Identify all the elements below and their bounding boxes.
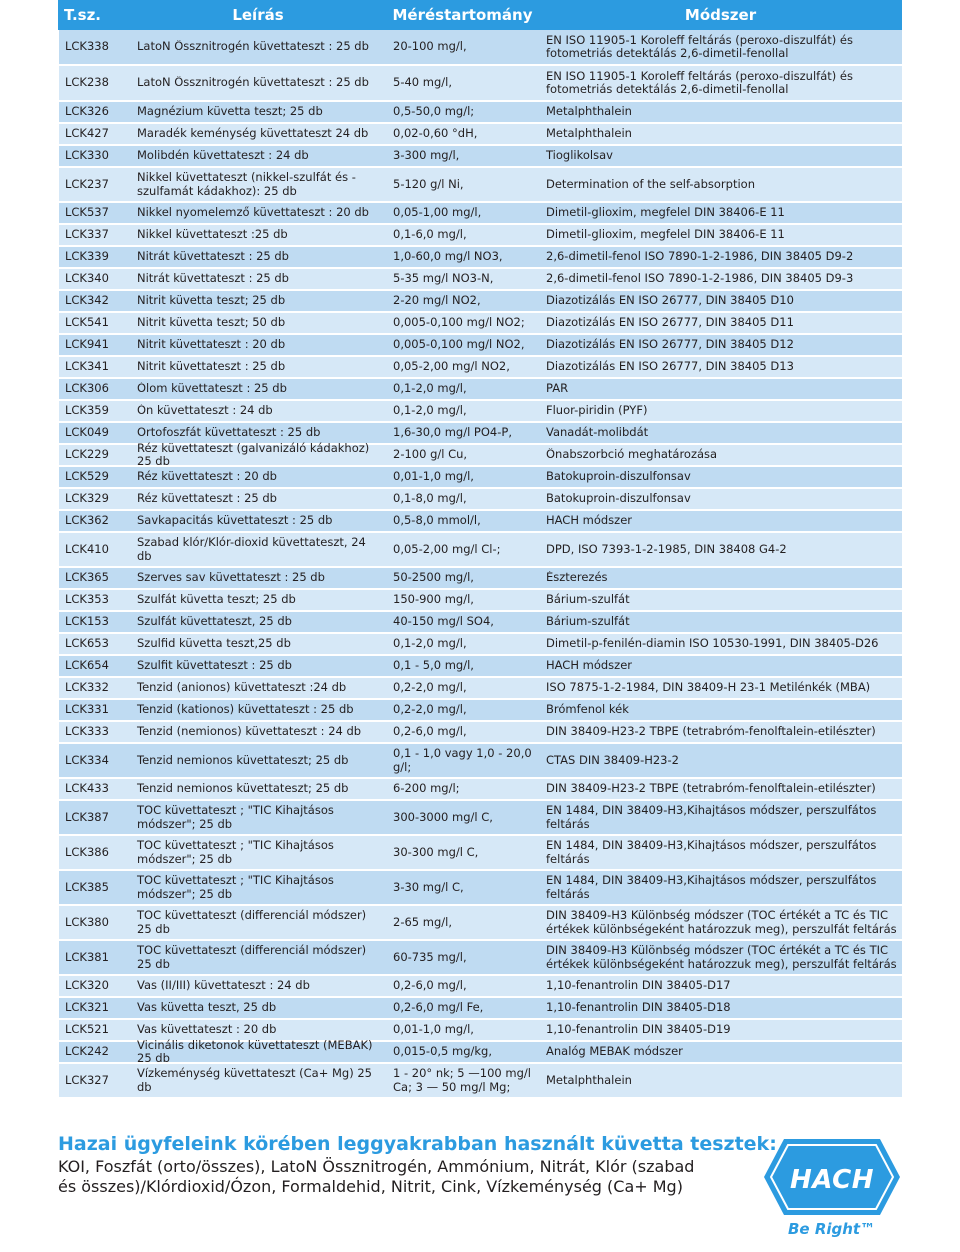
cell-method: DIN 38409-H3 Különbség módszer (TOC értékét a TC és TIC értékek különbségeként határozzuk meg), perszulfát feltárás [546,909,897,936]
cell-description: Tenzid (nemionos) küvettateszt : 24 db [137,725,362,739]
table-row [59,467,902,489]
cell-method: Dimetil-glioxim, megfelel DIN 38406-E 11 [546,206,785,220]
cell-code: LCK365 [65,571,109,585]
cell-method: Metalphthalein [546,105,632,119]
cell-code: LCK340 [65,272,109,286]
cell-code: LCK229 [65,448,109,462]
cell-method: DIN 38409-H3 Különbség módszer (TOC értékét a TC és TIC értékek különbségeként határozzuk meg), perszulfát feltárás [546,944,897,971]
cell-range: 50-2500 mg/l, [393,571,474,585]
cell-method: CTAS DIN 38409-H23-2 [546,753,679,767]
cell-range: 5-40 mg/l, [393,76,452,90]
cell-method: Önabszorbció meghatározása [546,448,718,462]
cell-range: 3-30 mg/l C, [393,880,464,894]
cell-method: Batokuproin-diszulfonsav [546,492,691,506]
cell-method: 1,10-fenantrolin DIN 38405-D17 [546,979,731,993]
cell-code: LCK329 [65,492,109,506]
cell-range: 0,1-6,0 mg/l, [393,228,467,242]
cell-description: Vas küvettateszt : 20 db [137,1023,277,1037]
table-row [59,744,902,779]
cell-description: Szulfát küvetta teszt; 25 db [137,593,296,607]
cell-description: Nikkel küvettateszt (nikkel-szulfát és -szulfamát kádakhoz): 25 db [137,171,356,198]
cell-description: Tenzid (anionos) küvettateszt :24 db [137,681,347,695]
cell-description: Nitrát küvettateszt : 25 db [137,250,289,264]
table-row [59,976,902,998]
cell-code: LCK153 [65,615,109,629]
cell-method: HACH módszer [546,659,633,673]
cell-code: LCK433 [65,782,109,796]
cell-description: LatoN Össznitrogén küvettateszt : 25 db [137,76,369,90]
cell-description: Vas (II/III) küvettateszt : 24 db [137,979,310,993]
cell-method: Tioglikolsav [546,149,613,163]
cell-method: Fluor-piridin (PYF) [546,404,648,418]
cell-description: Molibdén küvettateszt : 24 db [137,149,309,163]
cell-range: 0,01-1,0 mg/l, [393,1023,474,1037]
cell-code: LCK362 [65,514,109,528]
header-description: Leírás [232,6,284,24]
cell-description: Nitrát küvettateszt : 25 db [137,272,289,286]
cell-code: LCK237 [65,177,109,191]
cell-range: 1,6-30,0 mg/l PO4-P, [393,426,512,440]
cell-range: 0,1 - 1,0 vagy 1,0 - 20,0 g/l; [393,747,532,774]
cell-description: Nikkel nyomelemző küvettateszt : 20 db [137,206,369,220]
cell-code: LCK521 [65,1023,109,1037]
cell-description: Szulfát küvettateszt, 25 db [137,615,292,629]
cell-range: 30-300 mg/l C, [393,845,479,859]
cell-method: Brómfenol kék [546,703,629,717]
table-row [59,590,902,612]
cell-method: EN 1484, DIN 38409-H3,Kihajtásos módszer, perszulfátos feltárás [546,874,877,901]
cell-method: EN ISO 11905-1 Koroleff feltárás (peroxo-diszulfát) és fotometriás detektálás 2,6-dimetil-fenollal [546,33,853,60]
cell-range: 0,5-8,0 mmol/l, [393,514,481,528]
table-row [59,871,902,906]
cell-description: Nikkel küvettateszt :25 db [137,228,288,242]
cell-range: 0,005-0,100 mg/l NO2, [393,338,525,352]
cell-description: Szulfit küvettateszt : 25 db [137,659,292,673]
cell-description: Ón küvettateszt : 24 db [137,404,273,418]
logo-tagline: Be Right™ [788,1220,876,1238]
cell-code: LCK654 [65,659,109,673]
cell-description: Savkapacitás küvettateszt : 25 db [137,514,333,528]
cell-description: Magnézium küvetta teszt; 25 db [137,105,323,119]
cell-range: 0,015-0,5 mg/kg, [393,1045,493,1059]
cell-description: Szerves sav küvettateszt : 25 db [137,571,325,585]
cell-description: Ortofoszfát küvettateszt : 25 db [137,426,321,440]
cell-description: TOC küvettateszt ; "TIC Kihajtásos módszer"; 25 db [137,804,334,831]
cell-range: 0,1-2,0 mg/l, [393,382,467,396]
cell-range: 0,1-8,0 mg/l, [393,492,467,506]
cell-description: Szulfid küvetta teszt,25 db [137,637,291,651]
cell-code: LCK306 [65,382,109,396]
table-row [59,102,902,124]
table-row [59,612,902,634]
cell-code: LCK537 [65,206,109,220]
cell-method: 2,6-dimetil-fenol ISO 7890-1-2-1986, DIN 38405 D9-3 [546,272,854,286]
cell-code: LCK238 [65,76,109,90]
cell-description: Vas küvetta teszt, 25 db [137,1001,277,1015]
cell-description: Tenzid (kationos) küvettateszt : 25 db [137,703,354,717]
cell-method: Diazotizálás EN ISO 26777, DIN 38405 D11 [546,316,794,330]
cell-description: LatoN Össznitrogén küvettateszt : 25 db [137,40,369,54]
table-row [59,30,902,66]
cell-method: ISO 7875-1-2-1984, DIN 38409-H 23-1 Metilénkék (MBA) [546,681,871,695]
cell-range: 0,05-2,00 mg/l Cl-; [393,542,501,556]
cell-code: LCK339 [65,250,109,264]
cell-range: 40-150 mg/l SO4, [393,615,494,629]
table-row [59,533,902,568]
table-row [59,1064,902,1099]
cell-code: LCK342 [65,294,109,308]
table-row [59,357,902,379]
cell-method: 2,6-dimetil-fenol ISO 7890-1-2-1986, DIN 38405 D9-2 [546,250,854,264]
cell-description: TOC küvettateszt ; "TIC Kihajtásos módszer"; 25 db [137,839,334,866]
footer-body: KOI, Foszfát (orto/összes), LatoN Össznitrogén, Ammónium, Nitrát, Klór (szabad és összes)/Klórdioxid/Ózon, Formaldehid, Nitrit, Cink, Vízkeménység (Ca+ Mg) [58,1157,695,1196]
table-row [59,656,902,678]
cell-code: LCK341 [65,360,109,374]
table-row [59,700,902,722]
cell-code: LCK427 [65,127,109,141]
cuvette-test-table [58,0,902,1099]
cell-code: LCK242 [65,1045,109,1059]
cell-method: Diazotizálás EN ISO 26777, DIN 38405 D13 [546,360,794,374]
cell-description: Vízkeménység küvettateszt (Ca+ Mg) 25 db [137,1067,372,1094]
table-row [59,313,902,335]
table-row [59,568,902,590]
cell-range: 1 - 20° nk; 5 —100 mg/l Ca; 3 — 50 mg/l Mg; [393,1067,531,1094]
cell-method: EN 1484, DIN 38409-H3,Kihajtásos módszer, perszulfátos feltárás [546,804,877,831]
cell-description: Tenzid nemionos küvettateszt; 25 db [137,782,349,796]
cell-code: LCK359 [65,404,109,418]
table-row [59,941,902,976]
cell-range: 0,1 - 5,0 mg/l, [393,659,474,673]
cell-range: 0,1-2,0 mg/l, [393,637,467,651]
cell-range: 0,1-2,0 mg/l, [393,404,467,418]
cell-description: Nitrit küvetta teszt; 50 db [137,316,286,330]
cell-code: LCK338 [65,40,109,54]
cell-range: 0,05-1,00 mg/l, [393,206,482,220]
cell-range: 0,5-50,0 mg/l; [393,105,475,119]
cell-range: 20-100 mg/l, [393,40,467,54]
cell-range: 0,005-0,100 mg/l NO2; [393,316,525,330]
table-row [59,836,902,871]
cell-range: 0,01-1,0 mg/l, [393,470,474,484]
cell-range: 3-300 mg/l, [393,149,460,163]
cell-code: LCK386 [65,845,109,859]
table-row [59,146,902,168]
table-row [59,203,902,225]
cell-range: 2-100 g/l Cu, [393,448,468,462]
cell-range: 0,2-2,0 mg/l, [393,703,467,717]
cell-range: 2-20 mg/l NO2, [393,294,481,308]
cell-method: 1,10-fenantrolin DIN 38405-D19 [546,1023,731,1037]
cell-description: Ólom küvettateszt : 25 db [137,382,287,396]
table-row [59,511,902,533]
cell-range: 60-735 mg/l, [393,950,467,964]
cell-code: LCK541 [65,316,109,330]
cell-method: Diazotizálás EN ISO 26777, DIN 38405 D10 [546,294,794,308]
cell-range: 0,2-6,0 mg/l, [393,979,467,993]
cell-method: HACH módszer [546,514,633,528]
cell-code: LCK410 [65,542,109,556]
cell-code: LCK333 [65,725,109,739]
cell-range: 0,05-2,00 mg/l NO2, [393,360,510,374]
table-row [59,441,902,468]
header-code: T.sz. [64,6,102,24]
cell-range: 0,2-6,0 mg/l Fe, [393,1001,484,1015]
cell-range: 6-200 mg/l; [393,782,460,796]
cell-description: TOC küvettateszt (differenciál módszer) 25 db [137,944,367,971]
cell-description: Nitrit küvettateszt : 25 db [137,360,286,374]
cell-method: EN 1484, DIN 38409-H3,Kihajtásos módszer, perszulfátos feltárás [546,839,877,866]
cell-code: LCK385 [65,880,109,894]
cell-code: LCK326 [65,105,109,119]
cell-method: Batokuproin-diszulfonsav [546,470,691,484]
cell-method: Analóg MEBAK módszer [546,1045,683,1059]
table-row [59,779,902,801]
cell-description: Vicinális diketonok küvettateszt (MEBAK) 25 db [137,1038,373,1065]
cell-method: Észterezés [546,571,608,585]
cell-code: LCK529 [65,470,109,484]
cell-code: LCK387 [65,810,109,824]
cell-code: LCK381 [65,950,109,964]
cell-code: LCK332 [65,681,109,695]
cell-method: PAR [546,382,569,396]
table-body [58,30,902,1099]
cell-code: LCK353 [65,593,109,607]
cell-range: 5-35 mg/l NO3-N, [393,272,494,286]
table-row [59,1038,902,1065]
cell-description: TOC küvettateszt ; "TIC Kihajtásos módszer"; 25 db [137,874,334,901]
cell-method: Bárium-szulfát [546,593,630,607]
cell-method: Bárium-szulfát [546,615,630,629]
cell-method: Dimetil-p-fenilén-diamin ISO 10530-1991, DIN 38405-D26 [546,637,879,651]
table-row [59,335,902,357]
cell-code: LCK334 [65,753,109,767]
cell-range: 0,02-0,60 °dH, [393,127,478,141]
cell-range: 2-65 mg/l, [393,915,452,929]
cell-range: 150-900 mg/l, [393,593,474,607]
cell-method: DPD, ISO 7393-1-2-1985, DIN 38408 G4-2 [546,542,787,556]
cell-method: Dimetil-glioxim, megfelel DIN 38406-E 11 [546,228,785,242]
table-row [59,801,902,836]
cell-range: 0,2-2,0 mg/l, [393,681,467,695]
cell-description: Réz küvettateszt : 25 db [137,492,277,506]
cell-description: Réz küvettateszt (galvanizáló kádakhoz) 25 db [137,441,370,468]
cell-code: LCK941 [65,338,109,352]
table-row [59,489,902,511]
cell-description: Szabad klór/Klór-dioxid küvettateszt, 24 db [137,536,366,563]
table-row [59,225,902,247]
table-row [59,634,902,656]
cell-range: 0,2-6,0 mg/l, [393,725,467,739]
table-row [59,401,902,423]
cell-code: LCK321 [65,1001,109,1015]
cell-method: Metalphthalein [546,1073,632,1087]
cell-description: Nitrit küvettateszt : 20 db [137,338,286,352]
cell-code: LCK653 [65,637,109,651]
footer-title: Hazai ügyfeleink körében leggyakrabban használt küvetta tesztek: [58,1133,777,1155]
header-method: Módszer [684,6,757,24]
cell-method: Vanadát-molibdát [546,426,649,440]
cell-method: Diazotizálás EN ISO 26777, DIN 38405 D12 [546,338,794,352]
cell-method: 1,10-fenantrolin DIN 38405-D18 [546,1001,731,1015]
cell-description: Réz küvettateszt : 20 db [137,470,277,484]
table-row [59,269,902,291]
cell-code: LCK327 [65,1073,109,1087]
cell-range: 300-3000 mg/l C, [393,810,493,824]
table-row [59,66,902,102]
header-range: Méréstartomány [392,6,533,24]
cell-code: LCK320 [65,979,109,993]
table-row [59,124,902,146]
cell-code: LCK049 [65,426,109,440]
table-row [59,678,902,700]
table-row [59,247,902,269]
cell-method: DIN 38409-H23-2 TBPE (tetrabróm-fenolftalein-etilészter) [546,782,876,796]
cell-method: DIN 38409-H23-2 TBPE (tetrabróm-fenolftalein-etilészter) [546,725,876,739]
cell-range: 1,0-60,0 mg/l NO3, [393,250,503,264]
cell-description: TOC küvettateszt (differenciál módszer) 25 db [137,909,367,936]
cell-method: Determination of the self-absorption [546,177,755,191]
cell-code: LCK337 [65,228,109,242]
cell-code: LCK331 [65,703,109,717]
hach-logo [762,1135,912,1245]
cell-code: LCK330 [65,149,109,163]
logo-text: HACH [790,1165,874,1195]
cell-code: LCK380 [65,915,109,929]
cell-range: 5-120 g/l Ni, [393,177,464,191]
table-row [59,998,902,1020]
cell-method: EN ISO 11905-1 Koroleff feltárás (peroxo-diszulfát) és fotometriás detektálás 2,6-dimetil-fenollal [546,69,853,96]
table-row [59,168,902,203]
cell-description: Nitrit küvetta teszt; 25 db [137,294,286,308]
cell-description: Maradék keménység küvettateszt 24 db [137,127,369,141]
table-header [58,0,902,30]
cell-description: Tenzid nemionos küvettateszt; 25 db [137,753,349,767]
cell-method: Metalphthalein [546,127,632,141]
table-row [59,906,902,941]
table-row [59,722,902,744]
table-row [59,291,902,313]
table-row [59,379,902,401]
